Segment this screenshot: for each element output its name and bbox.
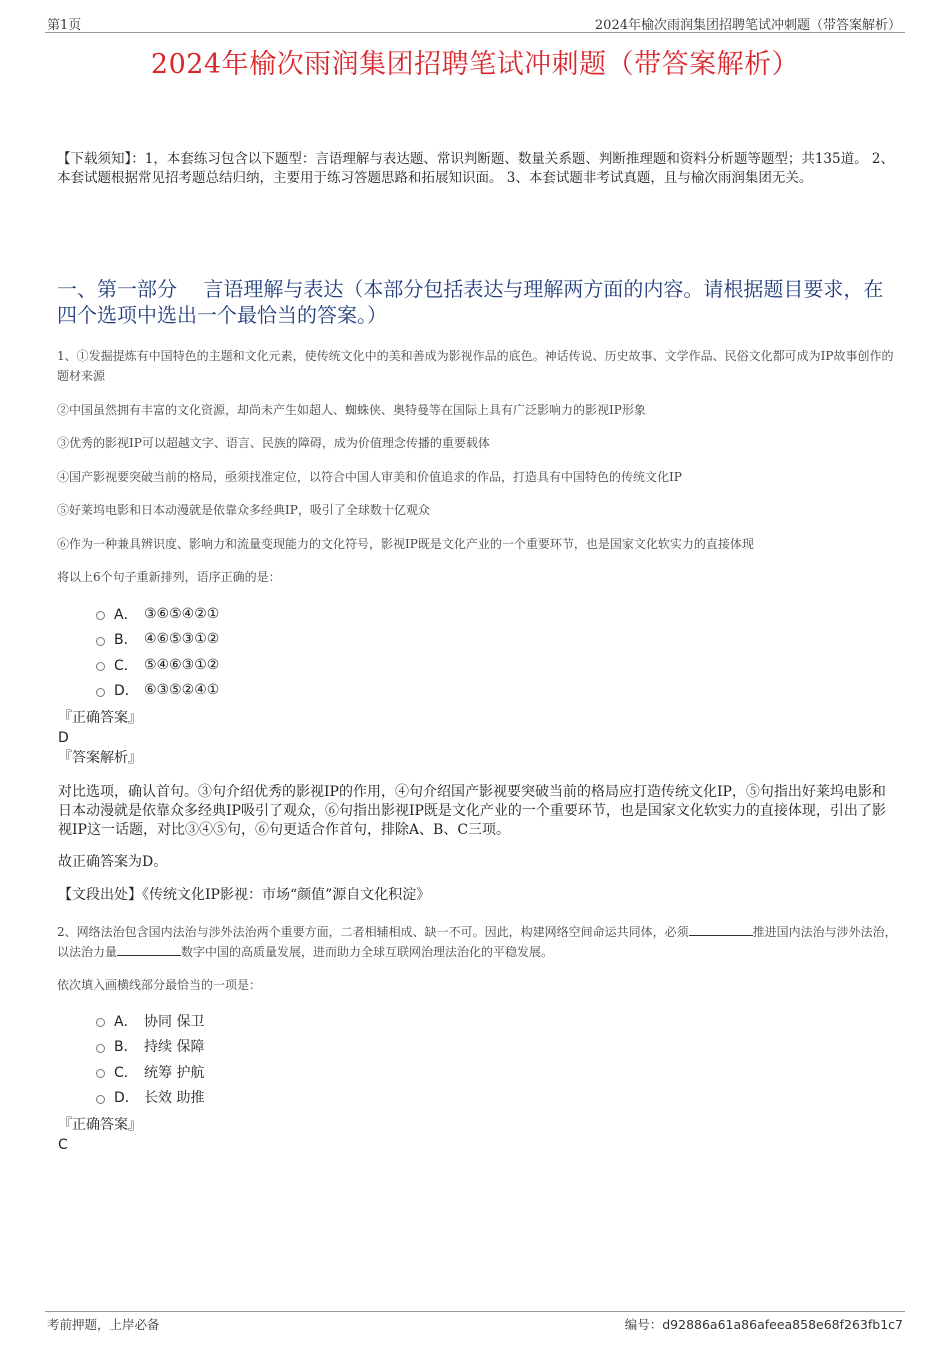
header-doc-title: 2024年榆次雨润集团招聘笔试冲刺题（带答案解析） [594,18,901,33]
q2-option-c[interactable] [96,1059,204,1085]
option-letter: A． [114,606,138,623]
q2-answer-block [58,1115,142,1155]
q1-option-c[interactable] [96,652,219,678]
q2-prompt: 依次填入画横线部分最恰当的一项是： [57,978,262,992]
q1-analysis-label: 『答案解析』 [58,750,142,766]
option-text: ⑥③⑤②④① [144,682,220,699]
footer-slogan: 考前押题，上岸必备 [47,1317,160,1332]
document-title: 2024年榆次雨润集团招聘笔试冲刺题（带答案解析） [150,49,800,80]
q1-option-b[interactable] [96,627,219,653]
page-header [45,14,905,33]
option-letter: A． [114,1013,138,1030]
option-text: 统筹 护航 [144,1064,205,1081]
q1-prompt: 将以上6个句子重新排列，语序正确的是： [57,570,281,584]
q2-answer-label: 『正确答案』 [58,1117,142,1133]
option-text: 协同 保卫 [144,1013,205,1030]
q2-stem-part-b: 推进国内法治与涉外法治，以法治力量 [57,925,897,959]
q2-options [96,1008,204,1110]
radio-icon[interactable] [96,1069,105,1078]
download-notice: 【下载须知】：1，本套练习包含以下题型：言语理解与表达题、常识判断题、数量关系题、判断推理题和资料分析题等题型；共135道。 2、本套试题根据常见招考题总结归纳，主要用于练习答题思路和拓展知识面。 3、本套试题非考试真题，且与榆次雨润集团无关。 [57,151,894,186]
fill-blank-2[interactable] [117,943,181,956]
q1-answer-block [58,708,142,768]
fill-blank-1[interactable] [689,923,753,936]
footer-code-label: 编号： [624,1317,663,1332]
section-heading: 一、第一部分 言语理解与表达（本部分包括表达与理解两方面的内容。请根据题目要求，在四个选项中选出一个最恰当的答案。） [57,277,884,327]
q1-answer: D [58,730,69,746]
q1-sentence-2: ②中国虽然拥有丰富的文化资源，却尚未产生如超人、蜘蛛侠、奥特曼等在国际上具有广泛影响力的影视IP形象 [57,403,646,417]
q2-option-b[interactable] [96,1034,204,1060]
q2-option-a[interactable] [96,1008,204,1034]
radio-icon[interactable] [96,662,105,671]
page-footer [45,1311,905,1332]
q1-analysis: 对比选项，确认首句。③句介绍优秀的影视IP的作用，④句介绍国产影视要突破当前的格局应打造传统文化IP，⑤句指出好莱坞电影和日本动漫就是依靠众多经典IP吸引了观众，⑥句指出影视IP既是文化产业的一个重要环节，也是国家文化软实力的直接体现，引出了影视IP这一话题，对比③④⑤句，⑥句更适合作首句，排除A、B、C三项。 [58,784,886,838]
q2-stem-part-a: 2、网络法治包含国内法治与涉外法治两个重要方面，二者相辅相成、缺一不可。因此，构建网络空间命运共同体，必须 [57,925,689,939]
option-text: ③⑥⑤④②① [144,605,220,622]
radio-icon[interactable] [96,688,105,697]
footer-code [625,1315,903,1333]
q1-sentence-3: ③优秀的影视IP可以超越文字、语言、民族的障碍，成为价值理念传播的重要载体 [57,436,490,450]
q1-answer-label: 『正确答案』 [58,710,142,726]
q2-option-d[interactable] [96,1085,204,1111]
q1-option-a[interactable] [96,601,219,627]
option-letter: B． [114,632,138,649]
q2-stem-part-c: 数字中国的高质量发展，进而助力全球互联网治理法治化的平稳发展。 [181,945,554,959]
option-text: ④⑥⑤③①② [144,631,220,648]
q2-stem [57,922,902,962]
option-letter: C． [114,657,138,674]
option-letter: C． [114,1064,138,1081]
footer-code-value: d92886a61a86afeea858e68f263fb1c7 [662,1317,903,1332]
option-text: ⑤④⑥③①② [144,656,220,673]
q1-sentence-6: ⑥作为一种兼具辨识度、影响力和流量变现能力的文化符号，影视IP既是文化产业的一个重要环节，也是国家文化软实力的直接体现 [57,537,754,551]
radio-icon[interactable] [96,611,105,620]
q1-sentence-4: ④国产影视要突破当前的格局，亟须找准定位，以符合中国人审美和价值追求的作品，打造具有中国特色的传统文化IP [57,470,682,484]
q1-source: 【文段出处】《传统文化IP影视：市场“颜值”源自文化积淀》 [58,887,431,903]
option-text: 长效 助推 [144,1090,205,1107]
option-letter: D． [114,1090,139,1107]
q1-sentence-5: ⑤好莱坞电影和日本动漫就是依靠众多经典IP，吸引了全球数十亿观众 [57,503,430,517]
radio-icon[interactable] [96,1095,105,1104]
option-letter: B． [114,1039,138,1056]
q1-options [96,601,219,703]
radio-icon[interactable] [96,1018,105,1027]
page-number: 第1页 [47,18,82,33]
option-text: 持续 保障 [144,1039,205,1056]
q1-sentence-1: 1、①发掘提炼有中国特色的主题和文化元素，使传统文化中的美和善成为影视作品的底色。神话传说、历史故事、文学作品、民俗文化都可成为IP故事创作的题材来源 [57,349,894,383]
q1-conclusion: 故正确答案为D。 [58,854,168,870]
q1-option-d[interactable] [96,678,219,704]
radio-icon[interactable] [96,1044,105,1053]
option-letter: D． [114,683,139,700]
radio-icon[interactable] [96,637,105,646]
q2-answer: C [58,1137,68,1153]
